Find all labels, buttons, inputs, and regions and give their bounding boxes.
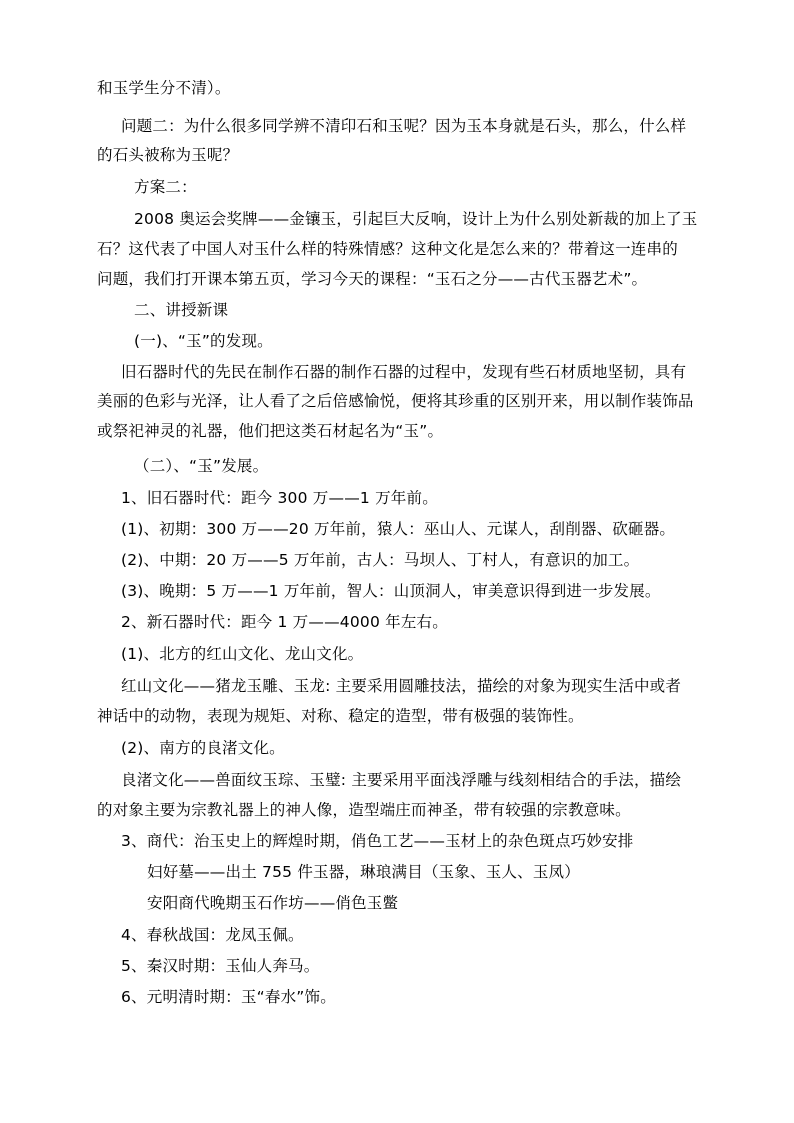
text-line: 神话中的动物，表现为规矩、对称、稳定的造型，带有极强的装饰性。 <box>97 707 584 725</box>
text-line: 2008 奥运会奖牌——金镶玉，引起巨大反响，设计上为什么别处新裁的加上了玉 <box>134 210 698 228</box>
text-line: 良渚文化——兽面纹玉琮、玉璧: 主要采用平面浅浮雕与线刻相结合的手法，描绘 <box>121 771 682 789</box>
text-line: 旧石器时代的先民在制作石器的制作石器的过程中，发现有些石材质地坚韧，具有 <box>121 363 687 381</box>
list-item: (2)、南方的良渚文化。 <box>121 739 285 757</box>
text-line: 问题二：为什么很多同学辨不清印石和玉呢？因为玉本身就是石头，那么，什么样 <box>121 117 687 135</box>
text-line: 的对象主要为宗教礼器上的神人像，造型端庄而神圣，带有较强的宗教意味。 <box>97 801 631 819</box>
text-line: 或祭祀神灵的礼器，他们把这类石材起名为“玉”。 <box>97 422 444 440</box>
list-item: 5、秦汉时期：玉仙人奔马。 <box>121 957 320 975</box>
list-item: 2、新石器时代：距今 1 万——4000 年左右。 <box>121 613 448 631</box>
text-line: 红山文化——猪龙玉雕、玉龙: 主要采用圆雕技法，描绘的对象为现实生活中或者 <box>121 677 682 695</box>
text-line: 美丽的色彩与光泽，让人看了之后倍感愉悦，便将其珍重的区别开来，用以制作装饰品 <box>97 392 694 410</box>
list-item: (1)、初期：300 万——20 万年前，猿人：巫山人、元谋人，刮削器、砍砸器。 <box>121 520 676 538</box>
text-line: 问题，我们打开课本第五页，学习今天的课程：“玉石之分——古代玉器艺术”。 <box>97 270 648 288</box>
text-line: 石？这代表了中国人对玉什么样的特殊情感？这种文化是怎么来的？带着这一连串的 <box>97 240 678 258</box>
text-line: 和玉学生分不清）。 <box>97 79 231 97</box>
list-item: (3)、晚期：5 万——1 万年前，智人：山顶洞人，审美意识得到进一步发展。 <box>121 582 661 600</box>
list-item: 6、元明清时期：玉“春水”饰。 <box>121 988 336 1006</box>
text-line: 方案二： <box>134 178 197 196</box>
list-item: 1、旧石器时代：距今 300 万——1 万年前。 <box>121 489 438 507</box>
list-item: (2)、中期：20 万——5 万年前，古人：马坝人、丁村人，有意识的加工。 <box>121 551 640 569</box>
section-heading: 二、讲授新课 <box>134 301 229 319</box>
text-line: 安阳商代晚期玉石作坊——俏色玉鳖 <box>147 894 399 912</box>
text-line: 妇好墓——出土 755 件玉器，琳琅满目（玉象、玉人、玉凤） <box>147 863 580 881</box>
subsection-heading: （二）、“玉”发展。 <box>134 457 269 475</box>
list-item: 4、春秋战国：龙凤玉佩。 <box>121 926 304 944</box>
list-item: 3、商代：治玉史上的辉煌时期，俏色工艺——玉材上的杂色斑点巧妙安排 <box>121 832 634 850</box>
subsection-heading: (一)、“玉”的发现。 <box>134 332 273 350</box>
list-item: (1)、北方的红山文化、龙山文化。 <box>121 645 364 663</box>
text-line: 的石头被称为玉呢？ <box>97 146 239 164</box>
